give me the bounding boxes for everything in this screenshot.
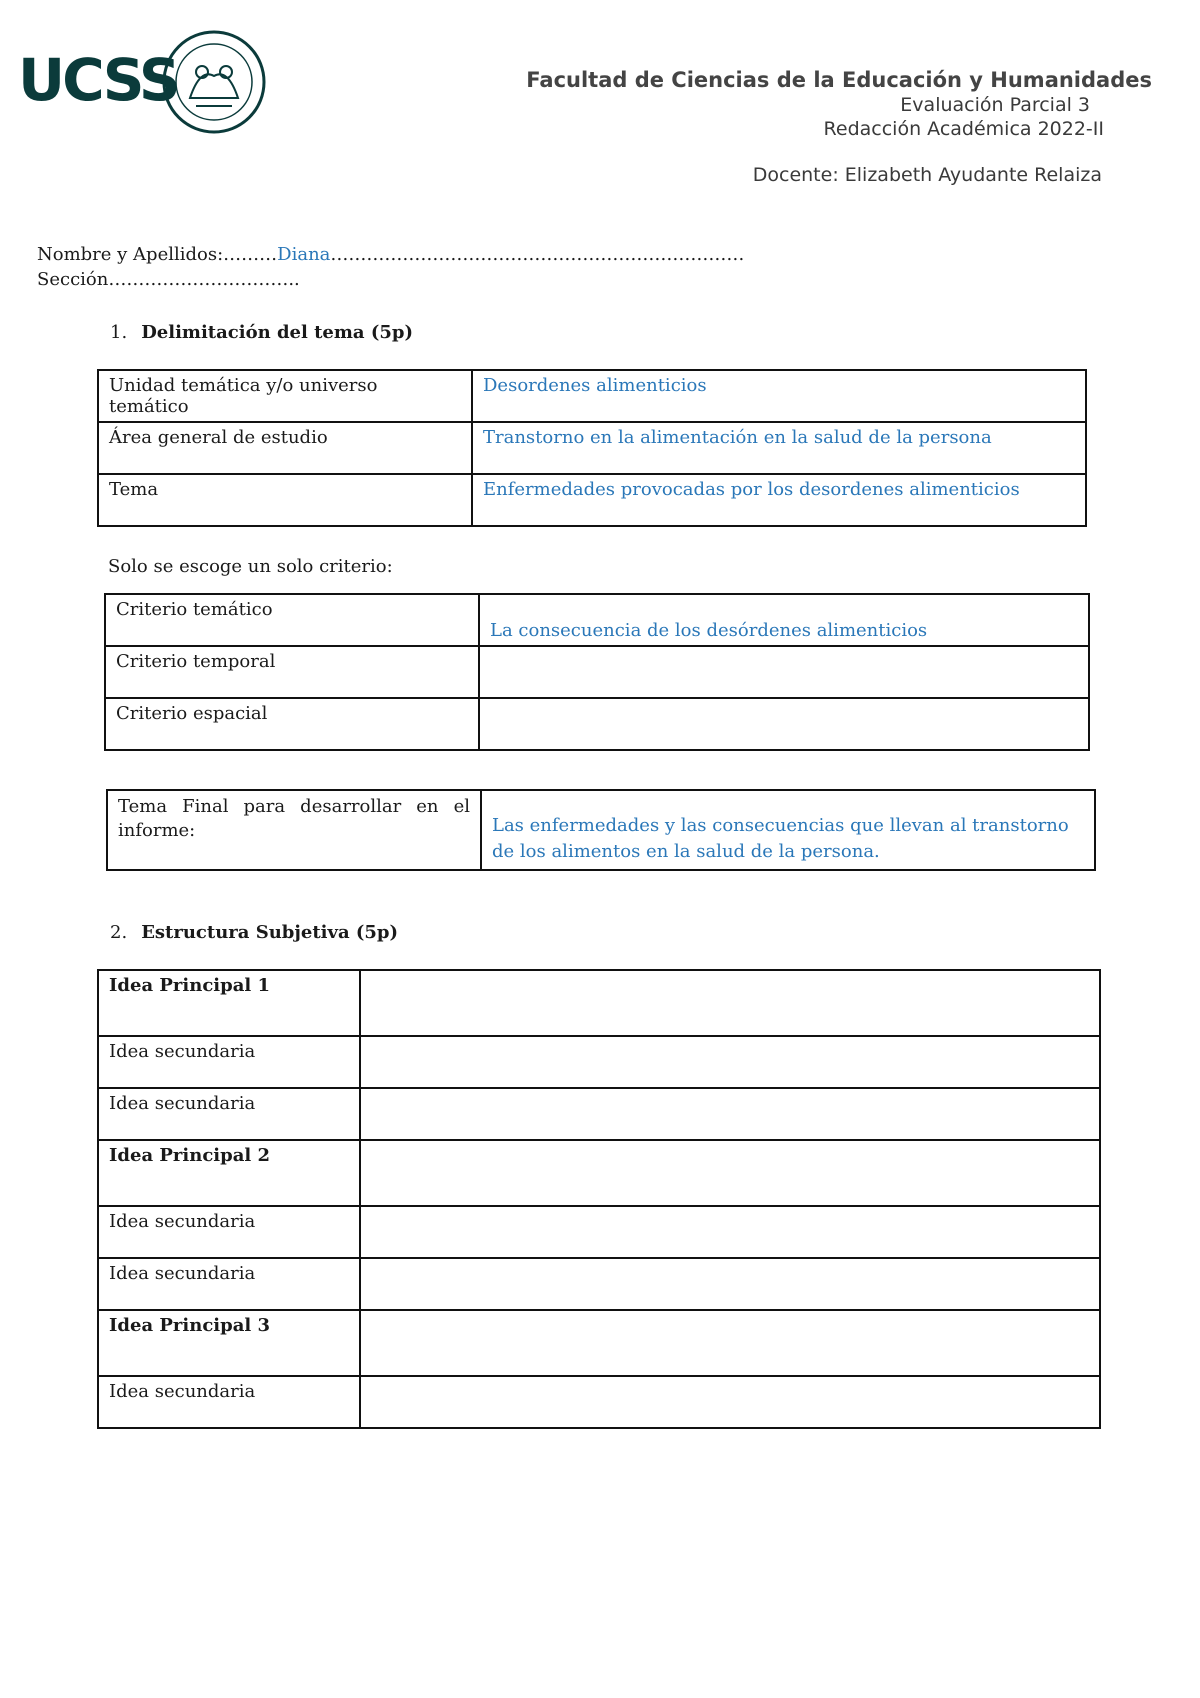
teacher-name: Docente: Elizabeth Ayudante Relaiza <box>752 164 1102 186</box>
table-row <box>98 1140 1100 1206</box>
table-row <box>98 1206 1100 1258</box>
structure-label: Idea Principal 2 <box>98 1140 360 1206</box>
criteria-value[interactable] <box>479 646 1089 698</box>
section1-heading <box>110 322 413 343</box>
faculty-title: Facultad de Ciencias de la Educación y Humanidades <box>526 68 1152 92</box>
topic-value[interactable]: Desordenes alimenticios <box>472 370 1086 422</box>
topic-table <box>97 369 1087 527</box>
table-row <box>98 474 1086 526</box>
structure-value[interactable] <box>360 1088 1100 1140</box>
criteria-label: Criterio temático <box>105 594 479 646</box>
structure-value[interactable] <box>360 1140 1100 1206</box>
table-row <box>98 422 1086 474</box>
topic-label: Área general de estudio <box>98 422 472 474</box>
ucss-logo <box>18 28 268 138</box>
structure-value[interactable] <box>360 1036 1100 1088</box>
criteria-note: Solo se escoge un solo criterio: <box>108 556 393 577</box>
criteria-value[interactable]: La consecuencia de los desórdenes alimenticios <box>479 594 1089 646</box>
structure-label: Idea Principal 1 <box>98 970 360 1036</box>
table-row <box>107 790 1095 870</box>
section2-heading <box>110 922 398 943</box>
final-topic-table <box>106 789 1096 871</box>
table-row <box>98 1088 1100 1140</box>
structure-label: Idea Principal 3 <box>98 1310 360 1376</box>
final-topic-value[interactable]: Las enfermedades y las consecuencias que llevan al transtorno de los alimentos en la salud de la persona. <box>481 790 1095 870</box>
logo-wordmark: UCSS <box>18 46 178 114</box>
structure-value[interactable] <box>360 1258 1100 1310</box>
student-name-label: Nombre y Apellidos:……… <box>37 244 278 265</box>
structure-label: Idea secundaria <box>98 1088 360 1140</box>
table-row <box>98 1258 1100 1310</box>
topic-label: Unidad temática y/o universo temático <box>98 370 472 422</box>
structure-label: Idea secundaria <box>98 1376 360 1428</box>
table-row <box>98 970 1100 1036</box>
section2-number: 2. <box>110 922 128 943</box>
student-name-dots: …………………………………………………………… <box>330 244 745 265</box>
section1-title: Delimitación del tema (5p) <box>141 322 413 343</box>
structure-value[interactable] <box>360 1206 1100 1258</box>
criteria-label: Criterio temporal <box>105 646 479 698</box>
table-row <box>105 594 1089 646</box>
course-title: Redacción Académica 2022-II <box>823 118 1104 140</box>
criteria-table <box>104 593 1090 751</box>
structure-label: Idea secundaria <box>98 1258 360 1310</box>
criteria-label: Criterio espacial <box>105 698 479 750</box>
structure-value[interactable] <box>360 1376 1100 1428</box>
structure-label: Idea secundaria <box>98 1036 360 1088</box>
topic-value[interactable]: Enfermedades provocadas por los desordenes alimenticios <box>472 474 1086 526</box>
table-row <box>98 1310 1100 1376</box>
final-topic-label: Tema Final para desarrollar en el informe: <box>107 790 481 870</box>
section1-number: 1. <box>110 322 128 343</box>
criteria-value[interactable] <box>479 698 1089 750</box>
table-row <box>98 1036 1100 1088</box>
section2-title: Estructura Subjetiva (5p) <box>141 922 399 943</box>
structure-value[interactable] <box>360 1310 1100 1376</box>
section-line[interactable]: Sección………………………….. <box>37 269 300 290</box>
table-row <box>98 370 1086 422</box>
topic-value[interactable]: Transtorno en la alimentación en la salud de la persona <box>472 422 1086 474</box>
structure-table <box>97 969 1101 1429</box>
exam-title: Evaluación Parcial 3 <box>900 94 1090 116</box>
structure-value[interactable] <box>360 970 1100 1036</box>
student-name-value[interactable]: Diana <box>277 244 331 265</box>
table-row <box>105 698 1089 750</box>
structure-label: Idea secundaria <box>98 1206 360 1258</box>
table-row <box>98 1376 1100 1428</box>
table-row <box>105 646 1089 698</box>
university-seal-icon <box>160 28 268 136</box>
student-name-line <box>37 244 744 265</box>
topic-label: Tema <box>98 474 472 526</box>
